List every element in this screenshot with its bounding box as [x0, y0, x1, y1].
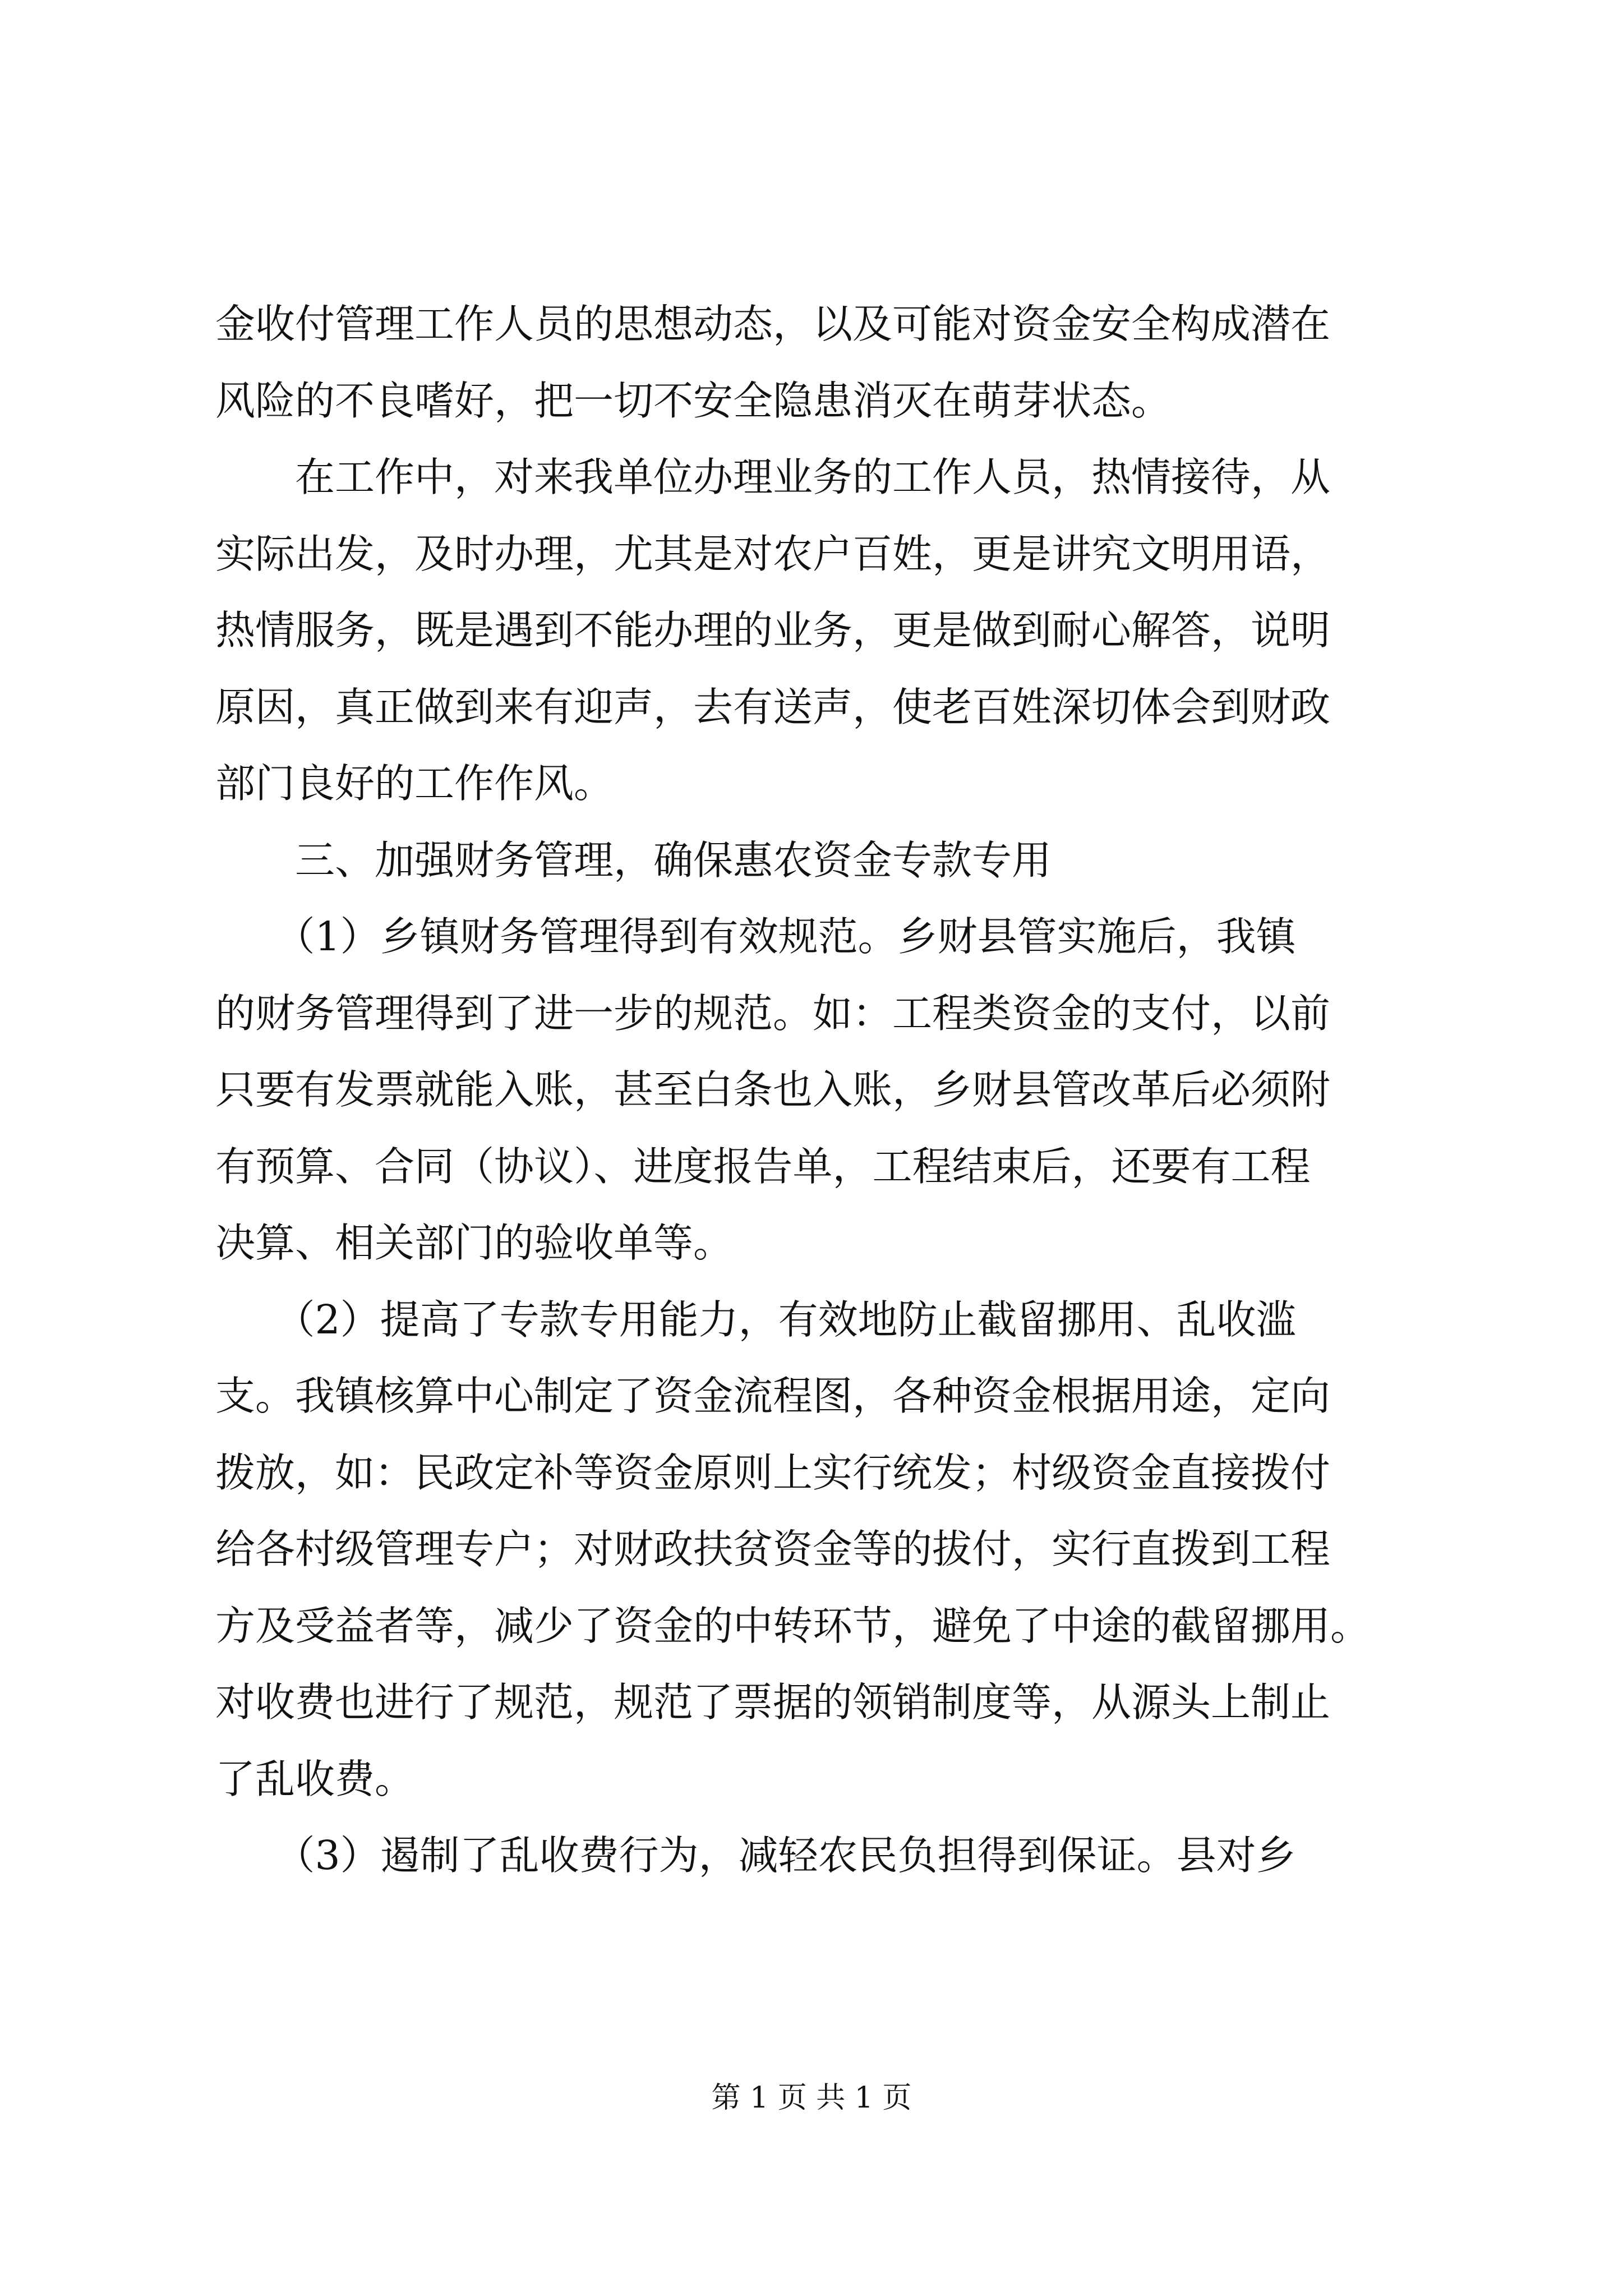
text-line: 支。我镇核算中心制定了资金流程图，各种资金根据用途，定向	[215, 1373, 1331, 1419]
text-line: 决算、相关部门的验收单等。	[215, 1220, 734, 1266]
text-line: （2）提高了专款专用能力，有效地防止截留挪用、乱收滥	[215, 1296, 1296, 1343]
text-line: 金收付管理工作人员的思想动态，以及可能对资金安全构成潜在	[215, 301, 1331, 347]
text-line: 热情服务，既是遇到不能办理的业务，更是做到耐心解答，说明	[215, 607, 1331, 654]
text-line: 拨放，如：民政定补等资金原则上实行统发；村级资金直接拨付	[215, 1449, 1331, 1496]
text-line: 的财务管理得到了进一步的规范。如：工程类资金的支付，以前	[215, 990, 1331, 1037]
text-line: 方及受益者等，减少了资金的中转环节，避免了中途的截留挪用。	[215, 1602, 1371, 1649]
text-line: 了乱收费。	[215, 1755, 415, 1802]
document-body	[215, 286, 1427, 1894]
text-line: 实际出发，及时办理，尤其是对农户百姓，更是讲究文明用语，	[215, 530, 1331, 577]
text-line: （1）乡镇财务管理得到有效规范。乡财县管实施后，我镇	[215, 913, 1296, 960]
text-line: 对收费也进行了规范，规范了票据的领销制度等，从源头上制止	[215, 1679, 1331, 1726]
text-line: （3）遏制了乱收费行为，减轻农民负担得到保证。县对乡	[215, 1832, 1296, 1879]
text-line: 部门良好的工作作风。	[215, 760, 614, 807]
section-heading: 三、加强财务管理，确保惠农资金专款专用	[215, 836, 1052, 884]
text-line: 只要有发票就能入账，甚至白条也入账，乡财县管改革后必须附	[215, 1066, 1331, 1113]
text-line: 风险的不良嗜好，把一切不安全隐患消灭在萌芽状态。	[215, 377, 1172, 424]
text-line: 有预算、合同（协议）、进度报告单，工程结束后，还要有工程	[215, 1143, 1311, 1190]
page-footer: 第 1 页 共 1 页	[711, 2081, 912, 2115]
text-line: 原因，真正做到来有迎声，去有送声，使老百姓深切体会到财政	[215, 683, 1331, 730]
text-line: 在工作中，对来我单位办理业务的工作人员，热情接待，从	[215, 454, 1331, 500]
text-line: 给各村级管理专户；对财政扶贫资金等的拔付，实行直拨到工程	[215, 1526, 1331, 1572]
